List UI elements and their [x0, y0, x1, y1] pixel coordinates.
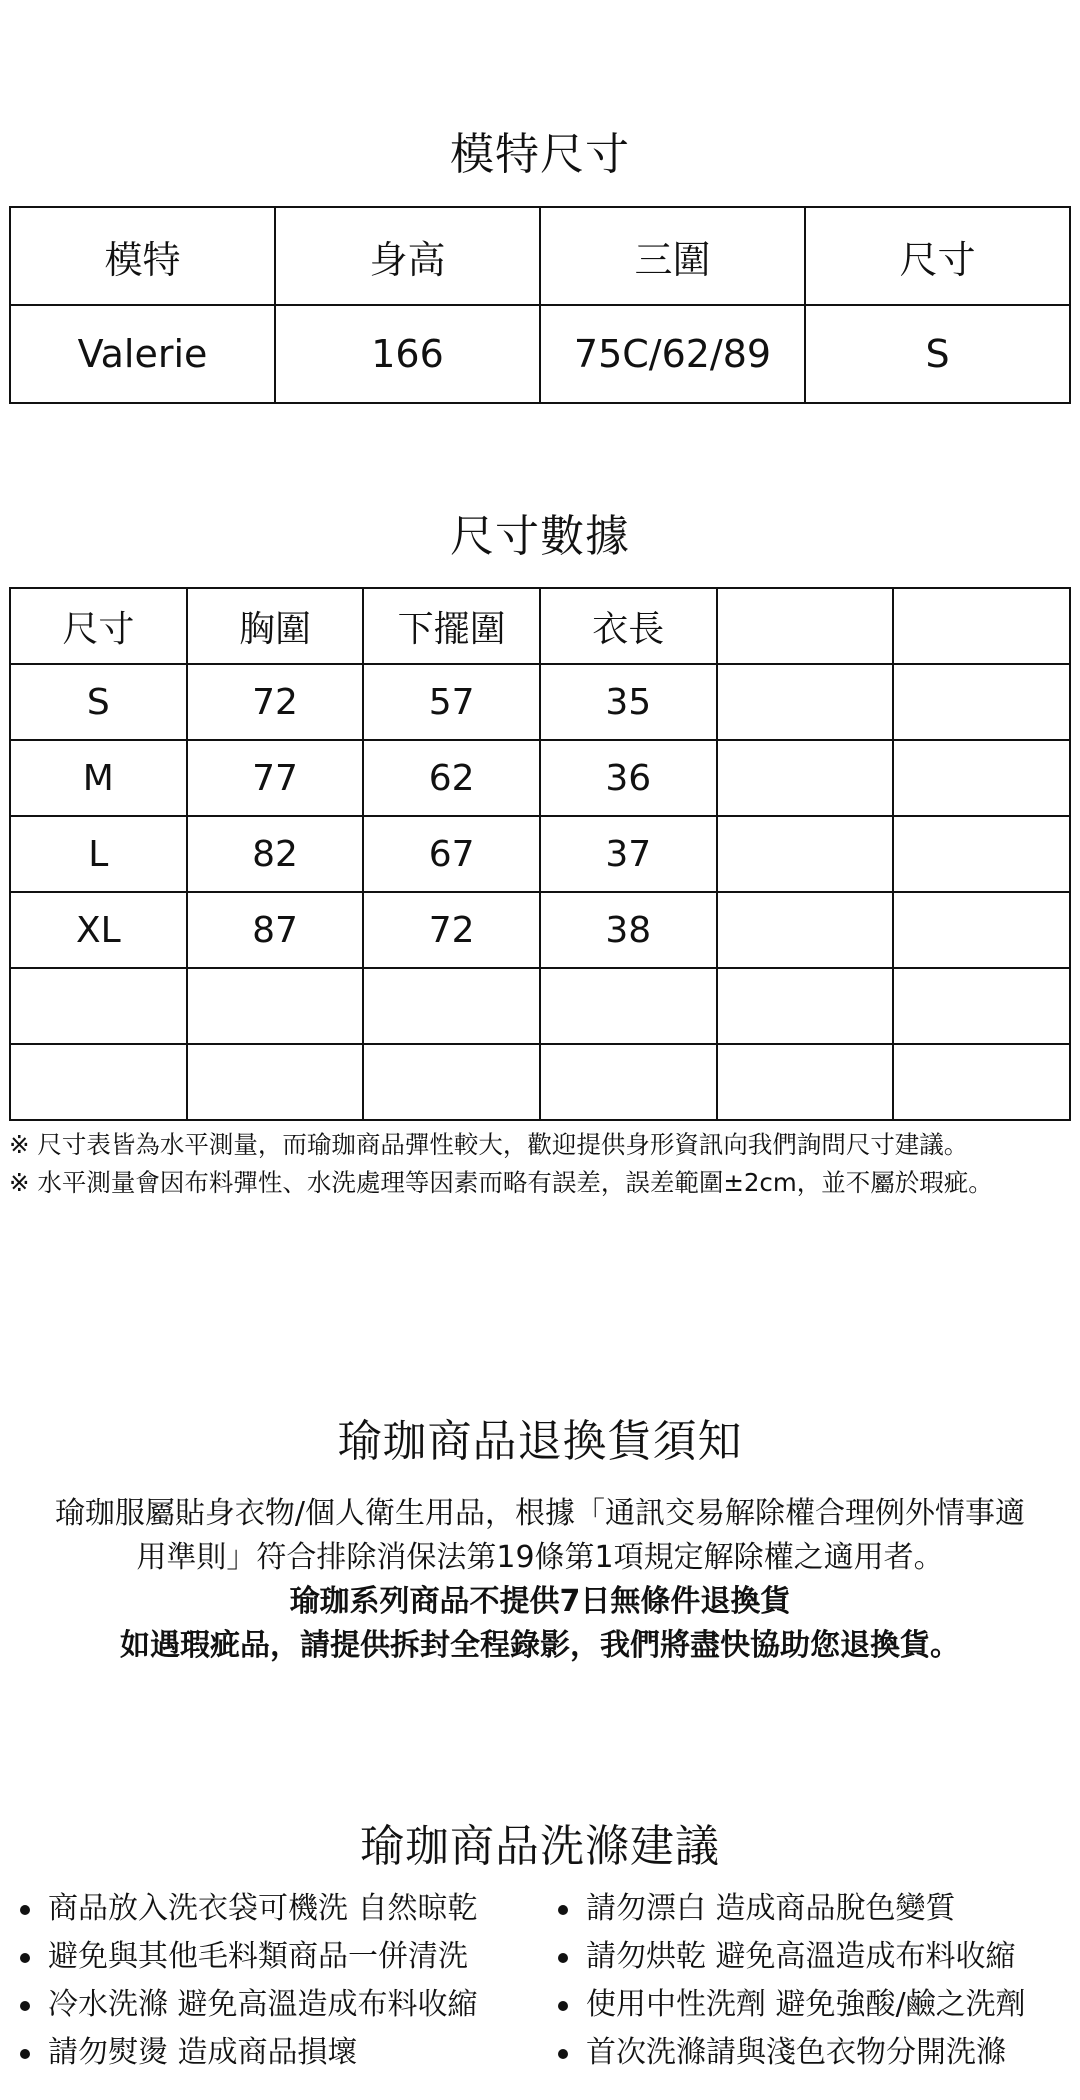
header-cell: 胸圍: [187, 588, 364, 664]
model-size-title: 模特尺寸: [450, 129, 630, 180]
list-item: 冷水洗滌 避免高溫造成布料收縮: [10, 1981, 478, 2029]
header-cell: 衣長: [540, 588, 717, 664]
header-cell: 身高: [275, 207, 540, 305]
list-item: 請勿漂白 造成商品脫色變質: [548, 1885, 1026, 1933]
table-cell: [540, 968, 717, 1044]
table-cell: XL: [10, 892, 187, 968]
table-cell: 75C/62/89: [540, 305, 805, 403]
return-policy-line: 用準則」符合排除消保法第19條第1項規定解除權之適用者。: [136, 1540, 944, 1575]
return-policy-emphasis: 如遇瑕疵品，請提供拆封全程錄影，我們將盡快協助您退換貨。: [120, 1628, 960, 1663]
return-policy-title: 瑜珈商品退換貨須知: [337, 1416, 743, 1467]
table-cell: 82: [187, 816, 364, 892]
table-cell: 77: [187, 740, 364, 816]
table-cell: [893, 740, 1070, 816]
return-policy-line: 瑜珈服屬貼身衣物/個人衛生用品，根據「通訊交易解除權合理例外情事適: [54, 1496, 1026, 1531]
table-cell: 166: [275, 305, 540, 403]
table-cell: 72: [187, 664, 364, 740]
table-cell: 67: [363, 816, 540, 892]
table-cell: [893, 664, 1070, 740]
table-cell: [893, 816, 1070, 892]
size-note: ※ 尺寸表皆為水平測量，而瑜珈商品彈性較大，歡迎提供身形資訊向我們詢問尺寸建議。: [9, 1130, 969, 1159]
table-cell: S: [805, 305, 1070, 403]
table-header-row: [10, 207, 1070, 305]
table-cell: [893, 892, 1070, 968]
table-cell: [717, 1044, 894, 1120]
table-cell: L: [10, 816, 187, 892]
return-policy-text: [0, 1492, 1080, 1668]
table-cell: 38: [540, 892, 717, 968]
header-cell: 下擺圍: [363, 588, 540, 664]
table-cell: [717, 968, 894, 1044]
table-cell: [187, 968, 364, 1044]
table-header-row: [10, 588, 1070, 664]
table-cell: S: [10, 664, 187, 740]
care-list-left: [10, 1885, 478, 2077]
size-note: ※ 水平測量會因布料彈性、水洗處理等因素而略有誤差，誤差範圍±2cm，並不屬於瑕疵。: [9, 1168, 993, 1197]
table-row: [10, 1044, 1070, 1120]
table-cell: [893, 968, 1070, 1044]
header-cell: 尺寸: [805, 207, 1070, 305]
table-row: [10, 740, 1070, 816]
table-row: [10, 664, 1070, 740]
header-cell: [717, 588, 894, 664]
table-row: [10, 892, 1070, 968]
care-title: 瑜珈商品洗滌建議: [360, 1821, 720, 1872]
care-list-right: [548, 1885, 1026, 2077]
header-cell: [893, 588, 1070, 664]
header-cell: 模特: [10, 207, 275, 305]
return-policy-emphasis: 瑜珈系列商品不提供7日無條件退換貨: [289, 1584, 791, 1619]
table-cell: [187, 1044, 364, 1120]
list-item: 請勿熨燙 造成商品損壞: [10, 2029, 478, 2077]
table-cell: 62: [363, 740, 540, 816]
table-cell: [717, 816, 894, 892]
table-cell: M: [10, 740, 187, 816]
table-cell: [717, 740, 894, 816]
table-cell: 36: [540, 740, 717, 816]
table-cell: [717, 664, 894, 740]
table-cell: [363, 968, 540, 1044]
size-notes: [9, 1126, 1079, 1202]
table-cell: [10, 968, 187, 1044]
table-cell: Valerie: [10, 305, 275, 403]
list-item: 商品放入洗衣袋可機洗 自然晾乾: [10, 1885, 478, 1933]
table-cell: 72: [363, 892, 540, 968]
table-cell: 35: [540, 664, 717, 740]
table-cell: [10, 1044, 187, 1120]
header-cell: 三圍: [540, 207, 805, 305]
table-row: [10, 968, 1070, 1044]
header-cell: 尺寸: [10, 588, 187, 664]
table-row: [10, 305, 1070, 403]
table-row: [10, 816, 1070, 892]
table-cell: [363, 1044, 540, 1120]
table-cell: [717, 892, 894, 968]
table-cell: [540, 1044, 717, 1120]
list-item: 請勿烘乾 避免高溫造成布料收縮: [548, 1933, 1026, 1981]
list-item: 使用中性洗劑 避免強酸/鹼之洗劑: [548, 1981, 1026, 2029]
table-cell: [893, 1044, 1070, 1120]
model-size-table: [9, 206, 1071, 404]
table-cell: 57: [363, 664, 540, 740]
table-cell: 87: [187, 892, 364, 968]
table-cell: 37: [540, 816, 717, 892]
size-data-table: [9, 587, 1071, 1121]
list-item: 首次洗滌請與淺色衣物分開洗滌: [548, 2029, 1026, 2077]
size-data-title: 尺寸數據: [450, 511, 630, 562]
list-item: 避免與其他毛料類商品一併清洗: [10, 1933, 478, 1981]
